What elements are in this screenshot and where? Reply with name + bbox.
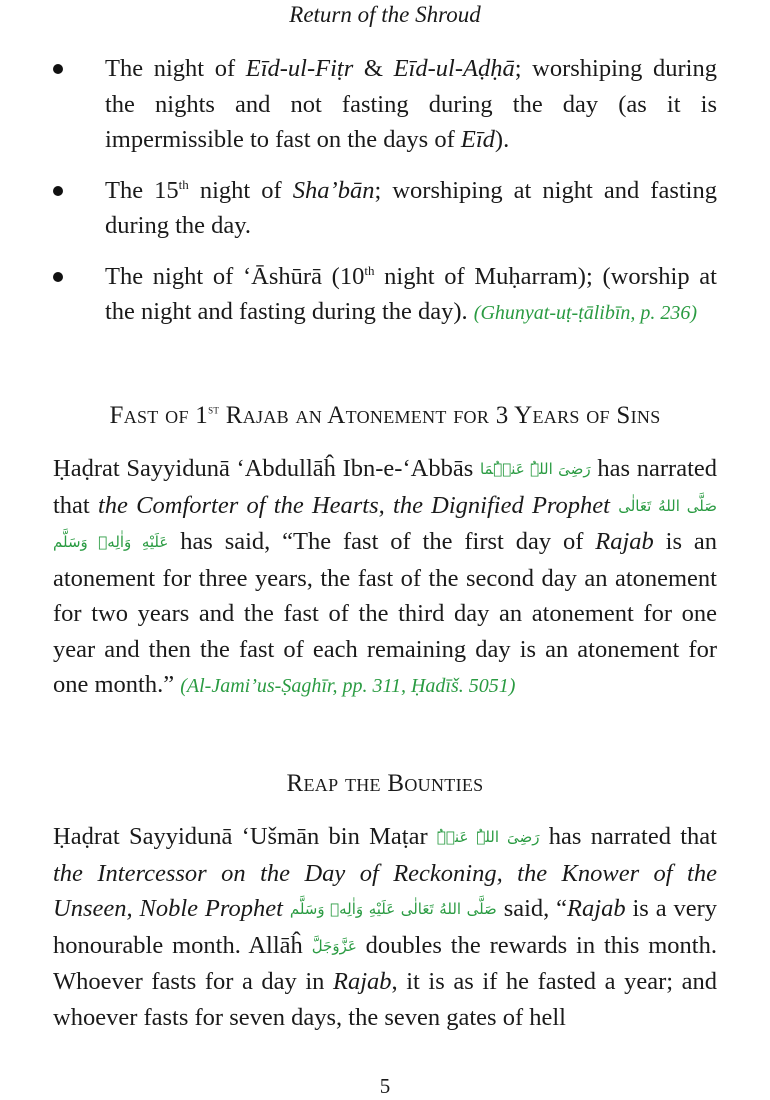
bullet-item: The night of ‘Āshūrā (10th night of Muḥarram); (worship at the night and fasting during the day). (Ghunyat-uṭ-ṭālibīn, p. 236) — [53, 259, 717, 332]
bullet-icon — [53, 64, 63, 74]
honorific-calligraphy: صَلَّى اللهُ تَعَالٰى عَلَيْهِ وَاٰلِهٖ وَسَلَّم — [289, 900, 497, 918]
honorific-calligraphy: رَضِیَ اللہُ عَنۡہُمَا — [479, 460, 591, 478]
body-paragraph: Ḥaḍrat Sayyidunā ‘Abdullāĥ Ibn-e-‘Abbās رَضِیَ اللہُ عَنۡہُمَا has narrated that the Comforter of the Hearts, the Dignified Prophet صَلَّى اللهُ تَعَالٰى عَلَيْهِ وَاٰلِهٖ وَسَلَّم has said, “The fast of the first day of Rajab is an atonement for three years, the fast of the second day an atonement for two years and the fast of the third day an atonement for one year and then the fast of each remaining day is an atonement for one month.” (Al-Jami’us-Ṣaghīr, pp. 311, Ḥadīš. 5051) — [53, 455, 718, 698]
running-title: Return of the Shroud — [289, 2, 481, 27]
bullet-list — [53, 51, 717, 332]
bullet-icon — [53, 186, 63, 196]
page-number: 5 — [379, 1074, 391, 1098]
bullet-item: The night of Eīd-ul-Fiṭr & Eīd-ul-Aḍḥā; worshiping during the nights and not fasting during the day (as it is impermissible to fast on the days of Eīd). — [53, 51, 717, 158]
section-heading: Reap the Bounties — [286, 770, 484, 797]
honorific-calligraphy: رَضِیَ اللہُ عَنۡہُ — [436, 828, 540, 846]
honorific-calligraphy: عَزَّوَجَلَّ — [311, 936, 357, 955]
section-heading: Fast of 1st Rajab an Atonement for 3 Years of Sins — [109, 401, 661, 429]
citation: (Ghunyat-uṭ-ṭālibīn, p. 236) — [473, 302, 698, 324]
bullet-icon — [53, 272, 63, 282]
citation: (Al-Jami’us-Ṣaghīr, pp. 311, Ḥadīš. 5051) — [180, 675, 516, 697]
body-paragraph: Ḥaḍrat Sayyidunā ‘Ušmān bin Maṭar رَضِیَ اللہُ عَنۡہُ has narrated that the Intercessor on the Day of Reckoning, the Knower of the Unseen, Noble Prophet صَلَّى اللهُ تَعَالٰى عَلَيْهِ وَاٰلِهٖ وَسَلَّم said, “Rajab is a very honourable month. Allāĥ عَزَّوَجَلَّ doubles the rewards in this month. Whoever fasts for a day in Rajab, it is as if he fasted a year; and whoever fasts for seven days, the seven gates of hell — [53, 823, 718, 1031]
bullet-item: The 15th night of Sha’bān; worshiping at night and fasting during the day. — [53, 173, 717, 244]
honorific-calligraphy: صَلَّى اللهُ تَعَالٰى عَلَيْهِ وَاٰلِهٖ وَسَلَّم — [53, 496, 718, 551]
